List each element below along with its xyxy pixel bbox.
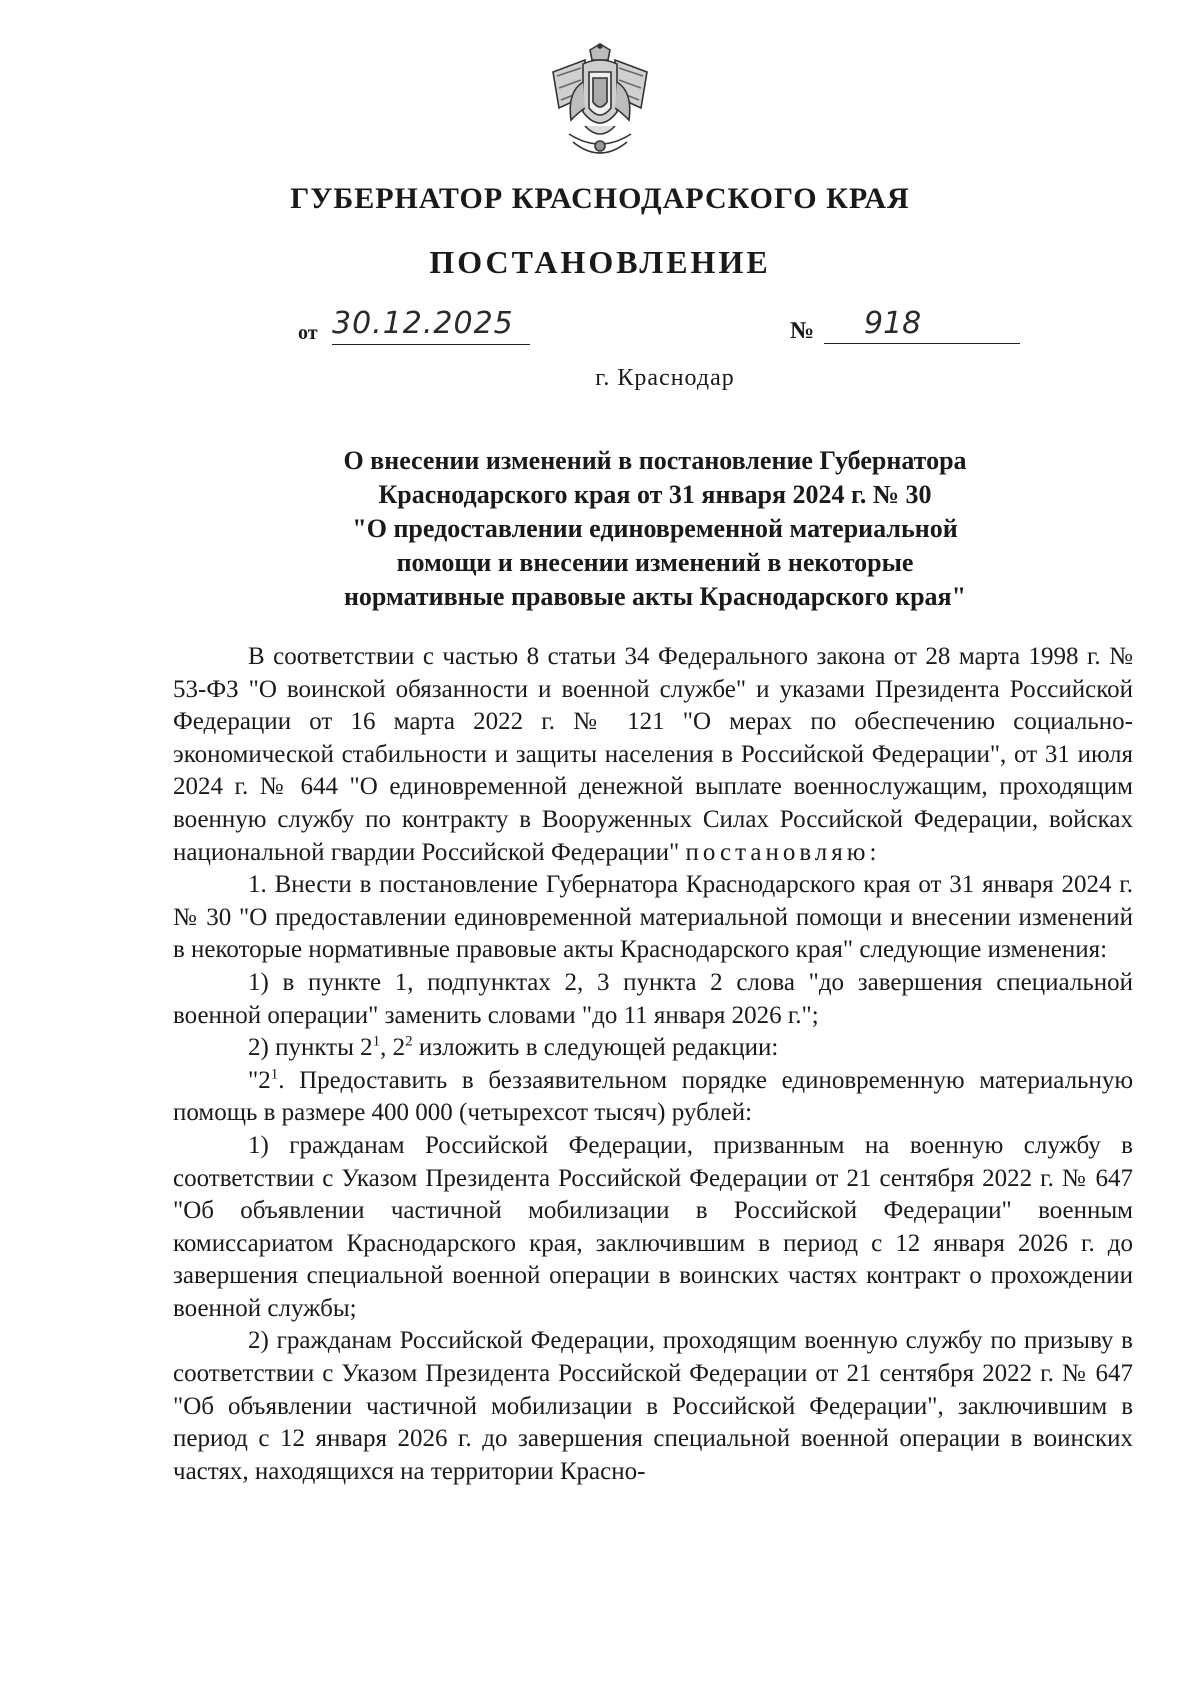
date-label: от: [298, 322, 318, 344]
document-number: 918: [824, 306, 1020, 344]
document-date: 30.12.2025: [332, 306, 530, 345]
resolution-word: постановляю:: [685, 838, 881, 866]
document-type-heading: ПОСТАНОВЛЕНИЕ: [429, 244, 771, 280]
clause-text: "2: [248, 1066, 271, 1094]
document-body: [173, 641, 1133, 1488]
clause-text: , 2: [380, 1034, 406, 1062]
superscript: 1: [270, 1066, 279, 1083]
number-label: №: [790, 318, 815, 344]
issuing-authority: ГУБЕРНАТОР КРАСНОДАРСКОГО КРАЯ: [290, 182, 910, 215]
clause-paragraph: 1) гражданам Российской Федерации, призванным на военную службу в соответствии с Указом Президента Российской Федерации от 21 сентября 2022 г. № 647 "Об объявлении частичной мобилизации в Российской Федерации" военным комиссариатом Краснодарского края, заключившим в период с 12 января 2026 г. до завершения специальной военной операции в воинских частях контракт о прохождении военной службы;: [173, 1131, 1133, 1322]
title-line: помощи и внесении изменений в некоторые: [396, 548, 914, 577]
preamble-paragraph: [173, 641, 1133, 869]
clause-text: изложить в следующей редакции:: [412, 1034, 779, 1062]
superscript: 2: [405, 1033, 413, 1050]
clause-paragraph: [173, 1032, 1133, 1065]
title-line: О внесении изменений в постановление Губернатора: [343, 446, 967, 475]
title-line: Краснодарского края от 31 января 2024 г. № 30: [378, 480, 932, 509]
clause-text: . Предоставить в беззаявительном порядке единовременную материальную помощь в размере 400 000 (четырехсот тысяч) рублей:: [173, 1066, 1133, 1127]
title-line: "О предоставлении единовременной материальной: [352, 514, 958, 543]
preamble-text: В соответствии с частью 8 статьи 34 Федерального закона от 28 марта 1998 г. № 53-ФЗ "О воинской обязанности и военной службе" и указами Президента Российской Федерации от 16 марта 2022 г. № 121 "О мерах по обеспечению социально-экономической стабильности и защиты населения в Российской Федерации", от 31 июля 2024 г. № 644 "О единовременной денежной выплате военнослужащим, проходящим военную службу по контракту в Вооруженных Силах Российской Федерации, войсках национальной гвардии Российской Федерации": [173, 643, 1133, 866]
clause-paragraph: 1) в пункте 1, подпунктах 2, 3 пункта 2 слова "до завершения специальной военной операции" заменить словами "до 11 января 2026 г.";: [173, 968, 1133, 1029]
document-title: [240, 444, 1070, 614]
coat-of-arms-icon: [545, 42, 655, 167]
clause-text: 2) пункты 2: [248, 1034, 373, 1062]
title-line: нормативные правовые акты Краснодарского края": [343, 582, 967, 611]
superscript: 1: [372, 1033, 381, 1050]
clause-paragraph: 2) гражданам Российской Федерации, проходящим военную службу по призыву в соответствии с Указом Президента Российской Федерации от 21 сентября 2022 г. № 647 "Об объявлении частичной мобилизации в Российской Федерации", заключившим в период с 12 января 2026 г. до завершения специальной военной операции в воинских частях, находящихся на территории Красно-: [173, 1327, 1133, 1485]
clause-paragraph: [173, 1065, 1133, 1130]
clause-paragraph: 1. Внести в постановление Губернатора Краснодарского края от 31 января 2024 г. № 30 "О предоставлении единовременной материальной помощи и внесении изменений в некоторые нормативные правовые акты Краснодарского края" следующие изменения:: [173, 871, 1133, 964]
issuing-city: г. Краснодар: [595, 365, 735, 391]
